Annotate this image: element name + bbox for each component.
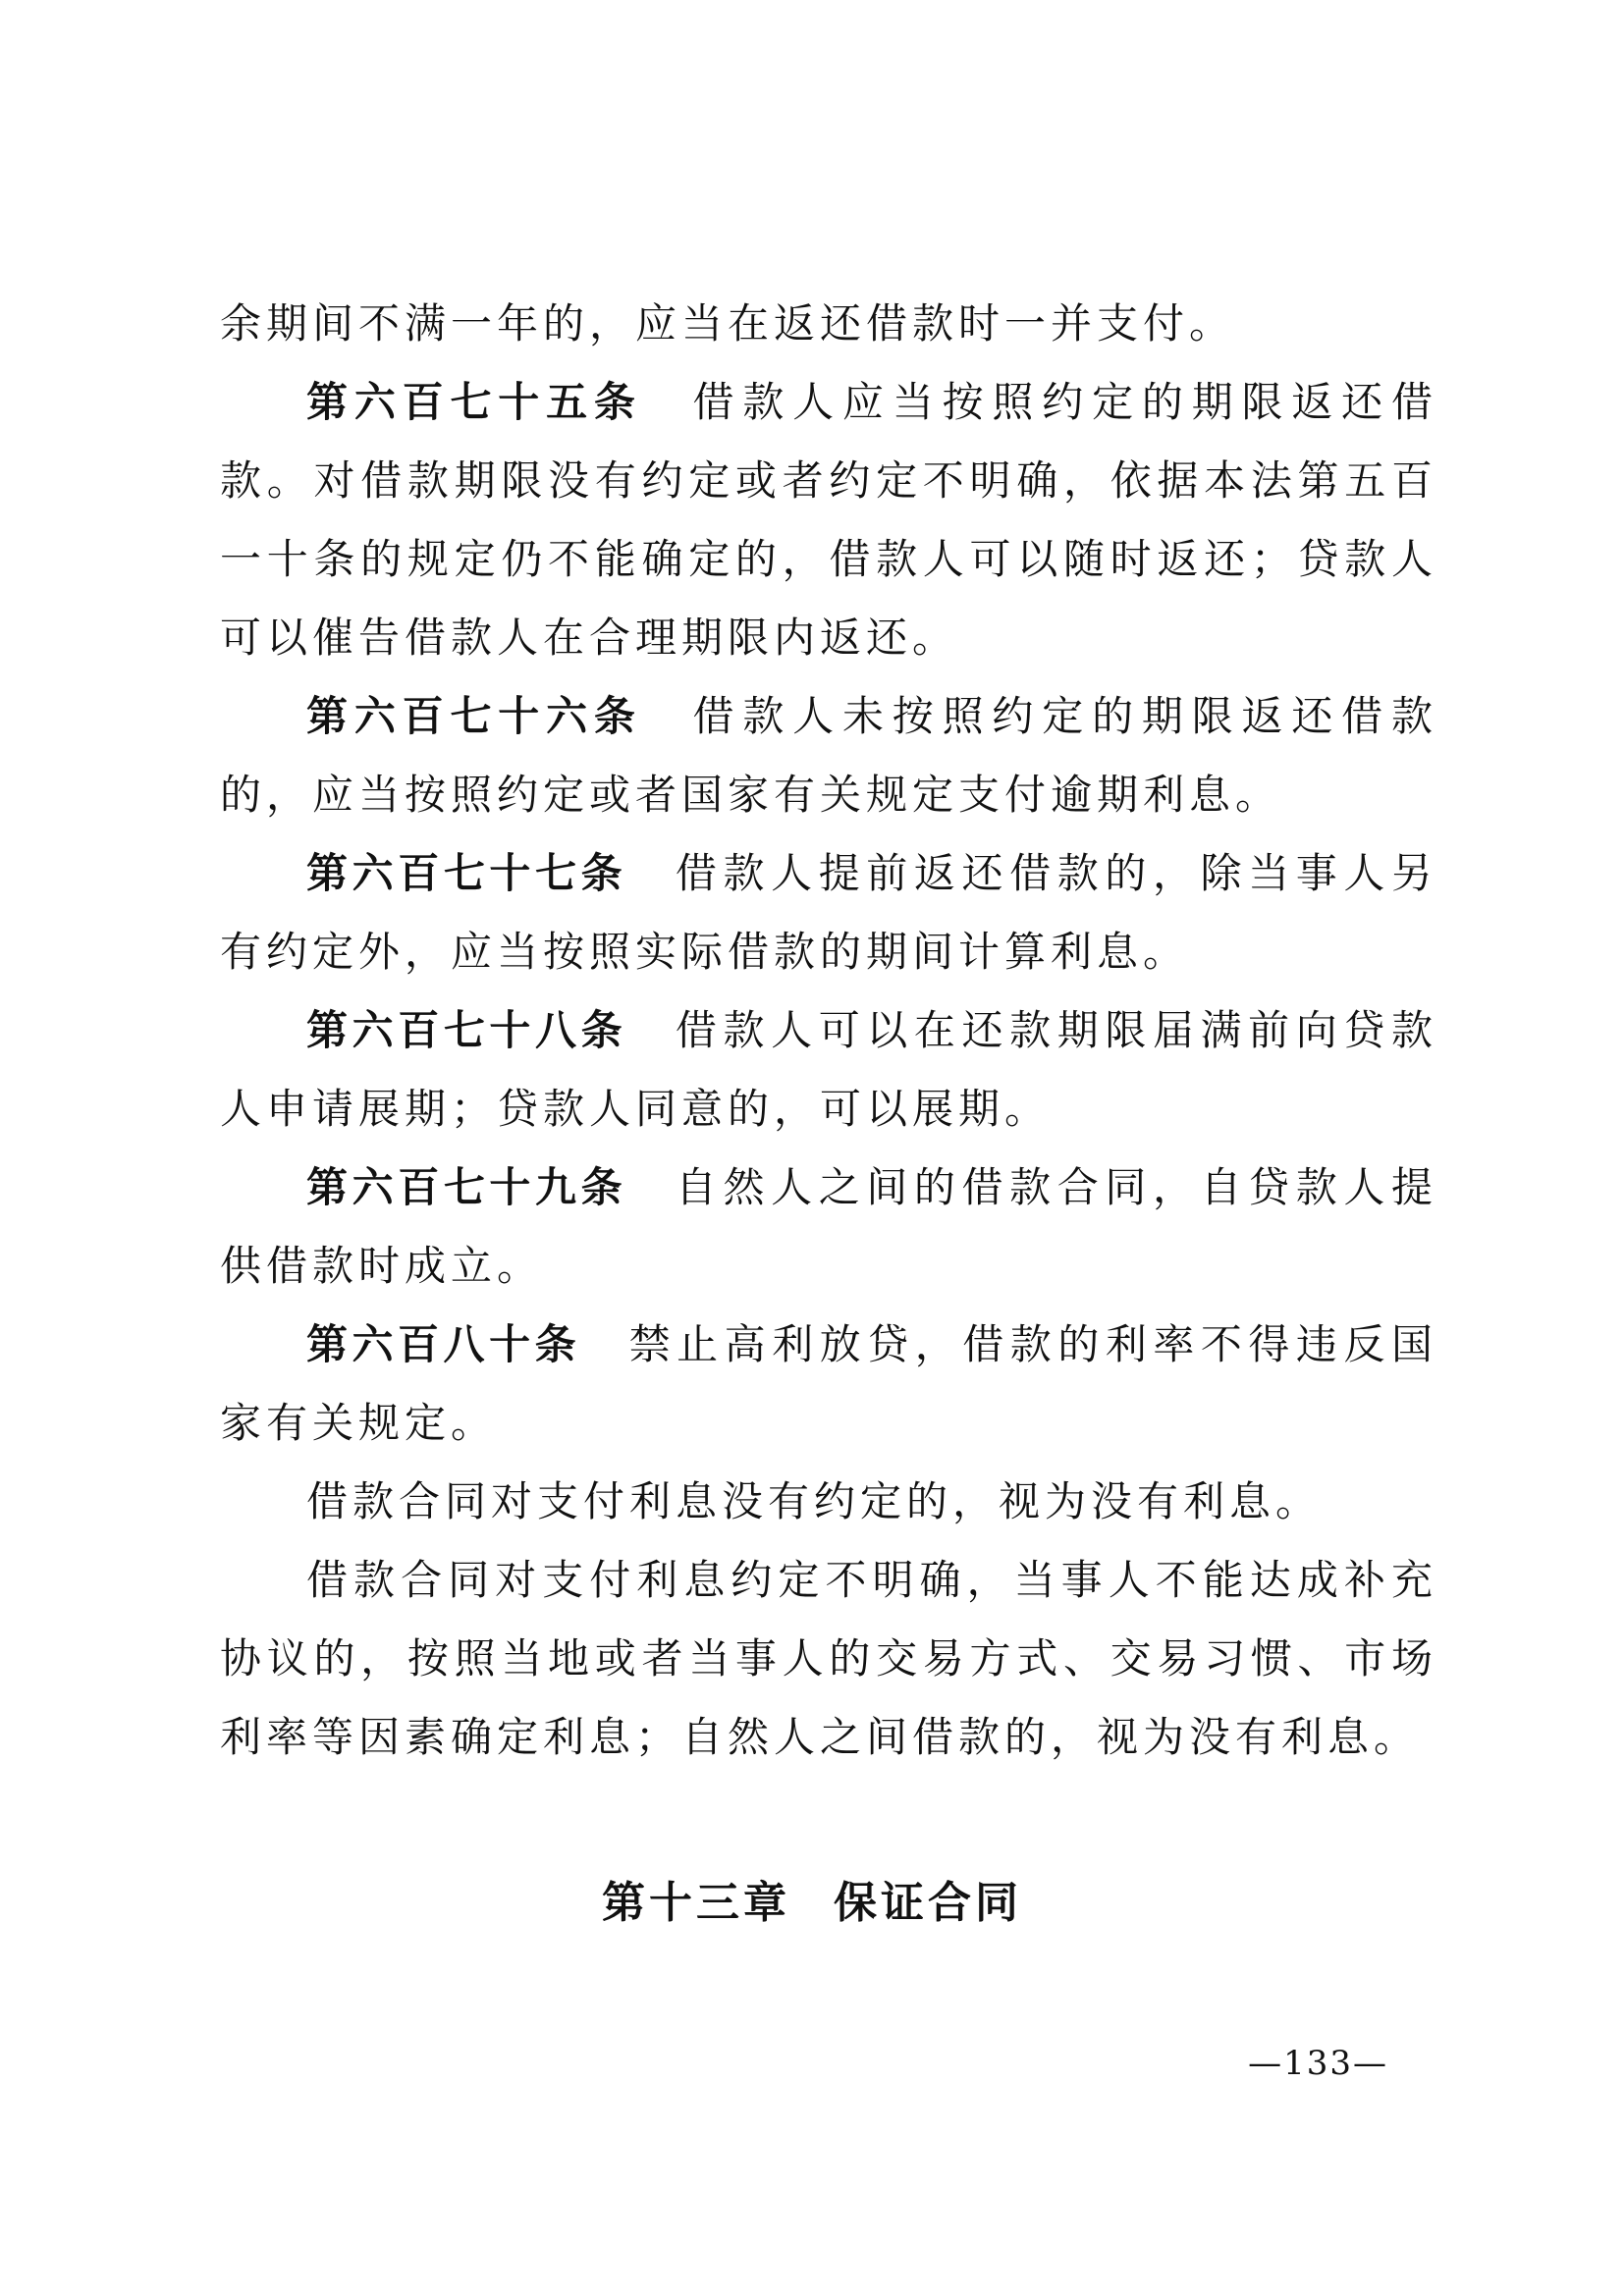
article-number: 第六百七十八条 xyxy=(306,1006,627,1054)
article-number: 第六百七十九条 xyxy=(306,1163,627,1211)
article-675 xyxy=(220,363,1437,677)
paragraph-text: 借款合同对支付利息约定不明确，当事人不能达成补充协议的，按照当地或者当事人的交易方式、交易习惯、市场利率等因素确定利息；自然人之间借款的，视为没有利息。 xyxy=(220,1556,1437,1761)
article-text: 自然人之间的借款合同，自贷款人提供借款时成立。 xyxy=(220,1163,1437,1290)
paragraph-text: 借款合同对支付利息没有约定的，视为没有利息。 xyxy=(306,1477,1323,1525)
article-678 xyxy=(220,991,1437,1148)
article-number: 第六百七十五条 xyxy=(306,378,642,426)
body-text xyxy=(220,285,1437,1777)
page-number: —133— xyxy=(1248,2044,1388,2083)
article-text: 借款人未按照约定的期限返还借款的，应当按照约定或者国家有关规定支付逾期利息。 xyxy=(220,692,1437,819)
paragraph-continuation xyxy=(220,285,1437,363)
article-677 xyxy=(220,834,1437,991)
article-text: 禁止高利放贷，借款的利率不得违反国家有关规定。 xyxy=(220,1320,1437,1447)
article-number: 第六百八十条 xyxy=(306,1320,581,1368)
article-680-paragraph-3 xyxy=(220,1541,1437,1777)
article-text: 借款人提前返还借款的，除当事人另有约定外，应当按照实际借款的期间计算利息。 xyxy=(220,849,1437,976)
chapter-title: 保证合同 xyxy=(834,1878,1022,1928)
chapter-heading xyxy=(0,1867,1624,1930)
paragraph-text: 余期间不满一年的，应当在返还借款时一并支付。 xyxy=(220,299,1236,347)
article-679 xyxy=(220,1148,1437,1306)
article-text: 借款人应当按照约定的期限返还借款。对借款期限没有约定或者约定不明确，依据本法第五百一十条的规定仍不能确定的，借款人可以随时返还；贷款人可以催告借款人在合理期限内返还。 xyxy=(220,378,1437,662)
article-680-paragraph-2 xyxy=(220,1463,1437,1541)
article-number: 第六百七十七条 xyxy=(306,849,627,897)
article-text: 借款人可以在还款期限届满前向贷款人申请展期；贷款人同意的，可以展期。 xyxy=(220,1006,1437,1133)
chapter-number: 第十三章 xyxy=(602,1878,790,1928)
article-number: 第六百七十六条 xyxy=(306,692,642,740)
article-680 xyxy=(220,1306,1437,1463)
article-676 xyxy=(220,677,1437,834)
